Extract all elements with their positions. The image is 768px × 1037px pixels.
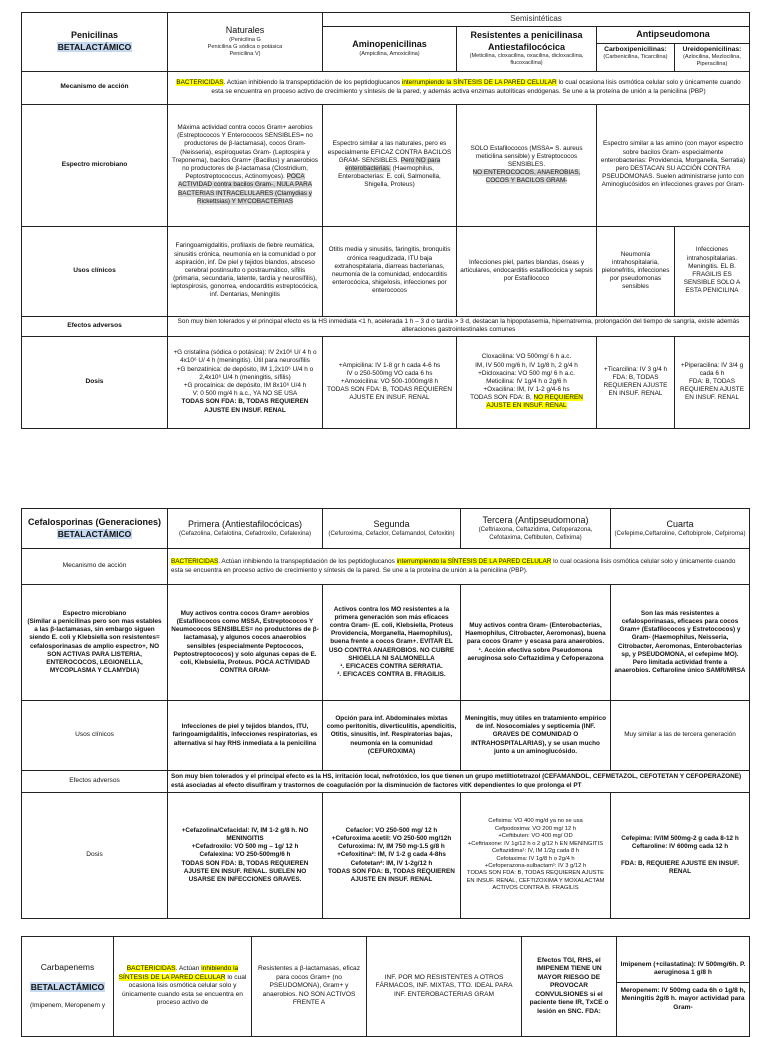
penicilinas-title-cell xyxy=(22,13,168,72)
carbapenems-usos: INF. POR MO RESISTENTES A OTROS FÁRMACOS, INF. MIXTAS, TTO. IDEAL PARA INF. ENTEROBACTERIAS GRAM xyxy=(367,937,522,1037)
espectro2-segunda: Activos contra los MO resistentes a la primera generación son más eficaces contra Gram- (E. coli, Klebsiella, Proteus Providencia, Morganella, Haemophilus), buena frente a cocos Gram+. EVITAR EL USO CONTRA ANAEROBIOS. NO CUBRE SHIGELLA NI SALMONELLA ¹. EFICACES CONTRA SERRATIA. ². EFICACES CONTRA B. FRAGILIS. xyxy=(323,585,461,701)
carbapenems-dosis xyxy=(617,937,750,1037)
usos-carboxi: Neumonía intrahospitalaria, pielonefritis, infecciones por pseudomonas sensibles xyxy=(597,226,675,316)
row2-mecanismo: Mecanismo de acción xyxy=(22,549,168,585)
col-tercera-title: Tercera (Antipseudomona) xyxy=(482,514,589,525)
col-amino-title: Aminopenicilinas xyxy=(352,39,427,50)
carbapenems-table xyxy=(21,936,750,1037)
col-resistentes xyxy=(457,27,597,72)
mec3-text-2: lo cual ocasiona lisis osmótica celular solo y únicamente cuando esta se encuentra en proceso activo de xyxy=(122,973,247,1007)
cefalosporinas-title-cell xyxy=(22,509,168,549)
dosis-nat-4: V: 0 500 mg/4 h a.c., YA NO SE USA xyxy=(192,390,298,398)
semisinteticas-label: Semisintéticas xyxy=(510,14,562,24)
col-tercera-sub: (Ceftriaxona, Ceftazidima, Cefoperazona, Cefotaxima, Ceftibuten, Cefixima) xyxy=(478,526,593,542)
col-segunda xyxy=(323,509,461,549)
col-primera xyxy=(168,509,323,549)
usos2-primera: Infecciones de piel y tejidos blandos, ITU, faringoamigdalitis, infecciones respiratorias, es alternativa si hay RHS inmediata a la penicilina xyxy=(168,701,323,771)
col-amino-sub: (Ampicilina, Amoxicilina) xyxy=(359,50,420,57)
espectro-amino-text-2: (Haemophilus, Enterobacterias: E. coli, Salmonella, Shigella, Proteus) xyxy=(338,165,441,189)
col-antipseudomona xyxy=(597,27,750,72)
espectro-naturales xyxy=(168,104,323,226)
usos-naturales: Faringoamigdalitis, profilaxis de fiebre reumática, sinusitis crónica, neumonía en la comunidad o por aspiración, inf. De piel y tejidos blandos, absceso cerebral postinsulto o postraumático, sífilis (primaria, secundaria, latente, tardía y neurosífilis), leptospirosis, gonorrea, endocarditis estreptocócica, inf. Dentarias, Meningitis xyxy=(168,226,323,316)
mec3-text-1: . Actúan xyxy=(175,965,200,973)
carbapenems-mecanismo xyxy=(114,937,252,1037)
dosis3-meropenem: Meropenem: IV 500mg cada 6h o 1g/8 h, Meningitis 2g/8 h. mayor actividad para Gram- xyxy=(620,986,746,1011)
row-dosis: Dosis xyxy=(22,336,168,428)
col-resist-title: Resistentes a penicilinasa Antiestafilocócica xyxy=(470,30,583,52)
carbapenems-paren: (Imipenem, Meropenem y xyxy=(29,1002,106,1010)
efectos-cell: Son muy bien tolerados y el principal efecto es la HS inmediata <1 h, acelerada 1 h – 3 d o tardía > 3 d, destacan la hipopotasemia, hipernatremia, prolongación del tiempo de sangría, existe además alteraciones gastrointestinales comunes xyxy=(168,316,750,336)
col-cuarta xyxy=(611,509,750,549)
dosis-naturales xyxy=(168,336,323,428)
sintesis-highlight-2: interrumpiendo la SÍNTESIS DE LA PARED CELULAR xyxy=(396,558,552,566)
espectro-amino xyxy=(323,104,457,226)
row-usos: Usos clínicos xyxy=(22,226,168,316)
mecanismo-cell xyxy=(168,71,750,104)
dosis-ureido: +Piperacilina: IV 3/4 g cada 6 h FDA: B, TODAS REQUIEREN AJUSTE EN INSUF. RENAL xyxy=(675,336,750,428)
mecanismo-text-2: lo cual ocasiona lisis osmótica celular solo y únicamente cuando esta se encuentra en proceso activo de crecimiento y síntesis de la pared, y además activa enzimas autolíticas endógenas. Se une a la proteína de unión a la penicilina (PBP) xyxy=(211,79,741,95)
dosis-nat-5: TODAS SON FDA: B, TODAS REQUIEREN AJUSTE EN INSUF. RENAL xyxy=(181,398,309,414)
espectro2-primera: Muy activos contra cocos Gram+ aerobios (Estafilococos como MSSA, Estreptococos Y Neumococos SENSIBLES= no productores de β-lactamasa), y algunos cocos anaerobios sensibles (especialmente Peptococos, Peptostreptococos) y solo algunas cepas de E. coli, Klebsiella, Proteus. POCA ACTIVIDAD CONTRA GRAM- xyxy=(168,585,323,701)
dosis-amino: +Ampicilina: IV 1-8 gr h cada 4-6 hs IV o 250-500mg VO cada 6 hs +Amoxicilina: VO 500-1000mg/8 h TODAS SON FDA: B, TODAS REQUIEREN AJUSTE EN INSUF. RENAL xyxy=(323,336,457,428)
col-naturales-sub: (Penicilina G Penicilina G sódica o potásica Penicilina V) xyxy=(207,36,283,58)
dosis-carboxi: +Ticarcilina: IV 3 g/4 h FDA: B, TODAS REQUIEREN AJUSTE EN INSUF. RENAL xyxy=(597,336,675,428)
sintesis-highlight-3: inhibiendo la SÍNTESIS DE LA PARED CELULAR xyxy=(118,965,239,981)
espectro-resistentes xyxy=(457,104,597,226)
col-resist-sub: (Meticilina, cloxacilina, oxacilina, dicloxacilina, flucoxacilina) xyxy=(469,53,584,67)
col-cuarta-sub: (Cefepime,Ceftaroline, Ceftobiprole, Cefpiroma) xyxy=(614,530,746,538)
espectro-nat-text: Máxima actividad contra cocos Gram+ aerobios (Estreptococos Y Enterococos SENSIBLES= no productores de β-lactamasa), cocos Gram- (Neisseria), espiroquetas Gram- (Leptospira y Treponema), bacilos Gram+ (Bacillus) y anaerobios no productores de β-lactamasa (Clostridium, Peptostreptococcus, Actinomyces). xyxy=(172,124,318,181)
sintesis-highlight: interrumpiendo la SÍNTESIS DE LA PARED CELULAR xyxy=(401,79,557,87)
row2-usos: Usos clínicos xyxy=(22,701,168,771)
col-aminopenicilinas xyxy=(323,27,457,72)
mecanismo2-text-1: . Actúan inhibiendo la transpeptidación de los peptidoglucanos xyxy=(218,558,395,566)
espectro-res-text: SOLO Estafilococos (MSSA= S. aureus meticilina sensible) y Estreptococos SENSIBLES. xyxy=(470,144,583,168)
usos2-tercera: Meningitis, muy útiles en tratamiento empírico de inf. Nosocomiales y septicemia (INF. GRAVES DE COMUNIDAD O INTRAHOSPITALARIAS), y se usan mucho junto a un aminoglucósido. xyxy=(461,701,611,771)
row-efectos: Efectos adversos xyxy=(22,316,168,336)
mecanismo2-cell xyxy=(168,549,750,585)
betalactamico-label-3: BETALACTÁMICO xyxy=(30,981,105,992)
dosis-nat-3: +G procaínica: de depósito, IM 8x10⁶ U/4 h xyxy=(183,382,307,390)
mecanismo2-text-2: lo cual ocasiona lisis osmótica celular solo y únicamente cuando esta se encuentra en proceso activo de crecimiento y síntesis de la pared. Se une a la proteína de unión a la penicilina (PBP). xyxy=(171,558,736,574)
dosis2-primera: +Cefazolina/Cefacidal: IV, IM 1-2 g/8 h. NO MENINGITIS +Cefadroxilo: VO 500 mg – 1g/ 12 h Cefalexina: VO 250-500mg/6 h TODAS SON FDA: B, TODAS REQUIEREN AJUSTE EN INSUF. RENAL. SUELEN NO USARSE EN INFECCIONES GRAVES. xyxy=(168,793,323,919)
usos-resistentes: Infecciones piel, partes blandas, óseas y articulares, endocarditis estafilocócica y sepsis por Estafilococo xyxy=(457,226,597,316)
section-title: Penicilinas xyxy=(70,30,119,41)
cefalosporinas-table xyxy=(21,508,750,919)
usos-amino: Otitis media y sinusitis, faringitis, bronquitis crónica reagudizada, ITU baja extrahospitalaria, diarreas bacterianas, neumonía de la comunidad, endocarditis enterocócica, shigelosis, infecciones por enterococos xyxy=(323,226,457,316)
dosis-res-text: Cloxacilina: VO 500mg/ 6 h a.c. IM, IV 500 mg/6 h, IV 1g/8 h, 2 g/4 h +Dicloxacina: VO 500 mg/ 6 h a.c. Meticilina: IV 1g/4 h o 2g/6 h +Oxacilina: IM, IV 1-2 g/4-6 hs TODAS SON FDA: B, xyxy=(470,353,578,402)
bactericidas-highlight: BACTERICIDAS xyxy=(176,79,224,87)
col-ureido-sub: (Azlocilina, Mezlocilina, Piperacilina) xyxy=(683,54,741,68)
dosis-nat-1: +G cristalina (sódica o potásica): IV 2x10⁶ U/ 4 h o 4x10⁶ U/ 4 h (meningitis). Útil para neurosífilis xyxy=(173,349,317,365)
bactericidas-highlight-3: BACTERICIDAS xyxy=(126,965,176,973)
dosis-nat-2: +G benzatínica: de depósito, IM 1,2x10⁶ U/4 h o 2,4x10⁶ U/4 h (meningitis, sífilis) xyxy=(176,365,314,381)
bactericidas-highlight-2: BACTERICIDAS xyxy=(171,558,219,566)
col-ureido-title: Ureidopenicilinas: xyxy=(682,45,742,53)
efectos2-cell: Son muy bien tolerados y el principal efecto es la HS, irritación local, nefrotóxico, los que tienen un grupo metiltiotetrazol (CEFAMANDOL, CEFMETAZOL, CEFOTETAN Y CEFOPERAZONE) está asociadas al efecto disulfiram y trastornos de coagulación por la disminución de factores vitK dependientes lo que prolonga el PT xyxy=(168,771,750,793)
col-carboxi-sub: (Carbenicilina, Ticarcilina) xyxy=(603,54,668,61)
carbapenems-efectos: Efectos TGI, RHS, el IMIPENEM TIENE UN MAYOR RIESGO DE PROVOCAR CONVULSIONES si el paciente tiene IR, TxCE o lesión en SNC. FDA: xyxy=(522,937,617,1037)
penicilinas-table xyxy=(21,12,750,429)
col-naturales-title: Naturales xyxy=(225,25,265,36)
col-tercera xyxy=(461,509,611,549)
row-espectro: Espectro microbiano xyxy=(22,104,168,226)
col-naturales xyxy=(168,13,323,72)
usos2-cuarta: Muy similar a las de tercera generación xyxy=(611,701,750,771)
row2-espectro: Espectro microbiano (Similar a penicilinas pero son mas estables a las β-lactamasas, sin embargo siguen siendo E. coli y Klebsiella son resistentes= cefalosporinasas de amplio espectro+, NO SON ACTIVAS PARA LISTERIA, ENTEROCOCOS, LEGIONELLA, MYCOPLASMA Y CLAMYDIA) xyxy=(22,585,168,701)
antipseudo-header xyxy=(597,27,749,44)
betalactamico-label: BETALACTÁMICO xyxy=(57,41,132,52)
espectro-res-highlight: NO ENTEROCOCOS, ANAEROBIAS, COCOS Y BACILOS GRAM- xyxy=(472,169,581,185)
section3-title: Carbapenems xyxy=(40,962,95,973)
usos-ureido: Infecciones intrahospitalarias. Meningitis. EL B. FRAGILIS ES SENSIBLE SOLO A ESTA PENICILINA xyxy=(675,226,750,316)
col-segunda-sub: (Cefuroxima, Cefaclor, Cefamandol, Cefoxitin) xyxy=(328,530,455,538)
col-segunda-title: Segunda xyxy=(373,518,410,529)
espectro-amino-text: Espectro similar a las naturales, pero es especialmente EFICAZ CONTRA BACILOS GRAM- SENSIBLES. xyxy=(327,140,452,164)
dosis-resistentes xyxy=(457,336,597,428)
dosis-res-highlight: NO REQUIEREN AJUSTE EN INSUF. RENAL xyxy=(486,394,583,410)
dosis2-segunda: Cefaclor: VO 250-500 mg/ 12 h +Cefuroxima acetil: VO 250-500 mg/12h Cefuroxima: IV, IM 750 mg-1.5 g/8 h +Cefoxitina²: IM, IV 1-2 g cada 4-8hs Cefotetan²: IM, IV 1-2g/12 h TODAS SON FDA: B, TODAS REQUIEREN AJUSTE EN INSUF. RENAL xyxy=(323,793,461,919)
col-carboxi-title: Carboxipenicilinas: xyxy=(604,45,667,53)
col-semisinteticas xyxy=(323,13,750,27)
section2-title: Cefalosporinas (Generaciones) xyxy=(27,517,162,528)
carbapenems-title-cell xyxy=(22,937,114,1037)
espectro-nat-highlight: POCA ACTIVIDAD contra bacilos Gram-, NULA PARA BACTERIAS INTRACELULARES (Clamydias y Rickettsias) Y MYCOBACTERIAS xyxy=(177,173,313,205)
row2-efectos: Efectos adversos xyxy=(22,771,168,793)
usos2-segunda: Opción para inf. Abdominales mixtas como peritonitis, diverticulitis, apendicitis, Otitis, sinusitis, inf. Respiratorias bajas, neumonía en la comunidad (CEFUROXIMA) xyxy=(323,701,461,771)
col-cuarta-title: Cuarta xyxy=(666,518,694,529)
row2-dosis: Dosis xyxy=(22,793,168,919)
dosis2-cuarta: Cefepima: IV/IM 500mg-2 g cada 8-12 h Ceftaroline: IV 600mg cada 12 h FDA: B, REQUIERE AJUSTE EN INSUF. RENAL xyxy=(611,793,750,919)
col-primera-title: Primera (Antiestafilocócicas) xyxy=(187,518,303,529)
dosis3-imipenem: Imipenem (+cilastatina): IV 500mg/6h. P. aeruginosa 1 g/8 h xyxy=(617,957,749,983)
col-ureido xyxy=(675,44,749,71)
espectro-amino-highlight: Pero NO para enterobacterias. xyxy=(345,156,441,173)
dosis2-tercera: Cefixima: VO 400 mg/d ya no se usa Cefpodoxima: VO 200 mg/ 12 h +Ceftibuten: VO 400 mg/ OD +Ceftriaxone: IV 1g/12 h o 2 g/12 h EN MENINGITIS Ceftazidima¹: IV, IM 1/2g cada 8 h Cefotaxima: IV 1g/8 h o 2g/4 h +Cefoperazona-sulbactam¹: IV 3 g/12 h TODAS SON FDA: B, TODAS REQUIEREN AJUSTE EN INSUF. RENAL, CEFTIZOXIMA Y MOXALACTAM ACTIVOS CONTRA B. FRAGILIS xyxy=(461,793,611,919)
betalactamico-label-2: BETALACTÁMICO xyxy=(57,528,132,539)
col-antipseudo-title: Antipseudomona xyxy=(636,29,710,39)
carbapenems-espectro: Resistentes a β-lactamasas, eficaz para cocos Gram+ (no PSEUDOMONA), Gram+ y anaerobios. NO SON ACTIVOS FRENTE A xyxy=(252,937,367,1037)
espectro2-tercera: Muy activos contra Gram- (Enterobacterias, Haemophilus, Citrobacter, Aeromonas), buena para cocos Gram+ y escasa para anaerobios. ¹. Acción efectiva sobre Pseudomona aeruginosa solo Ceftazidima y Cefoperazona xyxy=(461,585,611,701)
espectro2-cuarta: Son las más resistentes a cefalosporinasas, eficaces para cocos Gram+ (Estafilococos y Estretococos) y Gram- (Haemophilus, Neisseria, Citrobacter, Aeromonas, Enterobacterias sp, y PSEUDOMONA, el cefepime MO). Pero limitada actividad frente a anaerobios. Ceftaroline único SAMR/MRSA xyxy=(611,585,750,701)
mecanismo-text-1: . Actúan inhibiendo la transpeptidación de los peptidoglucanos xyxy=(223,79,401,87)
col-primera-sub: (Cefazolina, Cefalotina, Cefadroxilo, Cefalexina) xyxy=(178,530,312,538)
row-mecanismo: Mecanismo de acción xyxy=(22,71,168,104)
espectro-antipseudo: Espectro similar a las amino (con mayor espectro sobre bacilos Gram- especialmente enterobacterias: Providencia, Morganella, Serratia) pero DESTACAN SU ACCIÓN CONTRA PSEUDOMONAS. Suelen administrarse junto con Aminoglucósidos en infecciones graves por Gram- xyxy=(597,104,750,226)
col-carboxi xyxy=(597,44,675,71)
